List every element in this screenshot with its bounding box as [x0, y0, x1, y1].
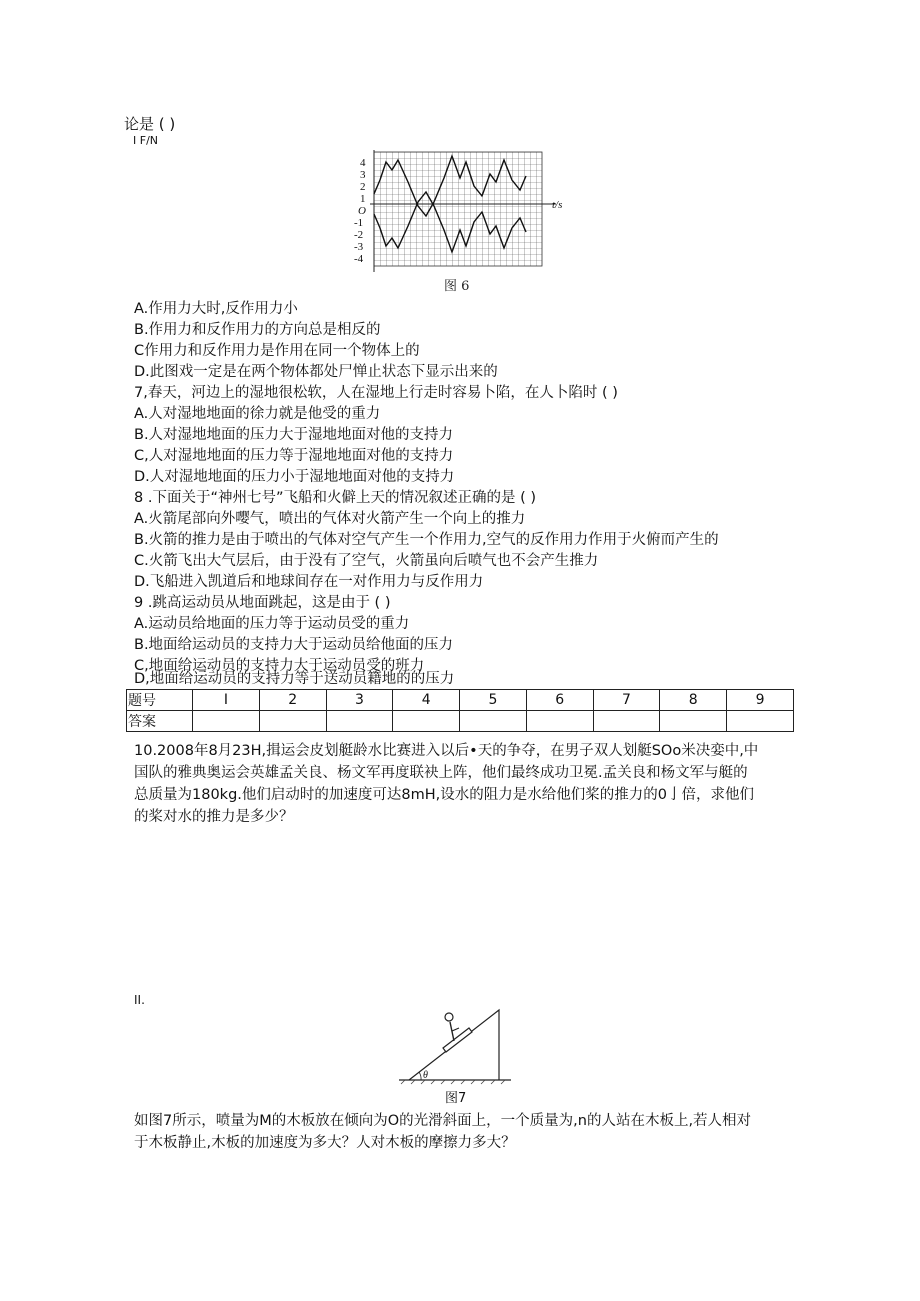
person-body: [450, 1022, 454, 1041]
incline-diagram: [395, 1008, 515, 1108]
q7-option-b: B.人对湿地地面的压力大于湿地地面对他的支持力: [134, 427, 454, 443]
answer-cell[interactable]: [593, 711, 660, 732]
answer-cell[interactable]: [259, 711, 326, 732]
person-arm: [452, 1028, 459, 1031]
q8-option-a: A.火箭尾部向外嘤气，喷出的气体对火箭产生一个向上的推力: [134, 511, 526, 527]
x-axis-label: t/s: [552, 199, 563, 211]
q7-option-d: D.人对湿地地面的压力小于湿地地面对他的支持力: [134, 469, 455, 485]
q10-line-3: 总质量为180kg.他们启动时的加速度可达8mH,设水的阻力是水给他们桨的推力的0亅倍，求他们: [134, 787, 754, 803]
row-label-answer: 答案: [127, 711, 193, 732]
answer-cell[interactable]: [193, 711, 260, 732]
person-head: [445, 1013, 453, 1021]
question-number-cell: 6: [526, 690, 593, 711]
question-number-cell: 9: [727, 690, 794, 711]
q9-stem: 9 .跳高运动员从地面跳起，这是由于 ( ): [134, 595, 391, 611]
y-tick: -3: [354, 241, 364, 253]
q10-line-4: 的桨对水的推力是多少？: [134, 809, 294, 825]
q8-stem: 8 .下面关于“神州七号”飞船和火僻上天的情况叙述正确的是 ( ): [134, 490, 536, 506]
row-label-number: 题号: [127, 690, 193, 711]
q6-option-d: D.此图戏一定是在两个物体都处尸惮止状态下显示出来的: [134, 364, 498, 380]
q6-option-b: B.作用力和反作用力的方向总是相反的: [134, 322, 381, 338]
question-number-cell: 7: [593, 690, 660, 711]
answer-cell[interactable]: [460, 711, 527, 732]
y-tick: -4: [354, 253, 364, 265]
q8-option-c: C.火箭飞出大气层后，由于没有了空气，火箭虽向后喷气也不会产生推力: [134, 553, 599, 569]
q11-number: II.: [134, 993, 145, 1007]
origin-label: O: [358, 205, 366, 217]
question-number-cell: 4: [393, 690, 460, 711]
q11-line-1: 如图7所示，喷量为M的木板放在倾向为O的光滑斜面上，一个质量为,n的人站在木板上,若人相对: [134, 1113, 752, 1129]
y-tick: 4: [360, 157, 366, 169]
q8-option-d: D.飞船进入凯道后和地球间存在一对作用力与反作用力: [134, 574, 484, 590]
q7-option-a: A.人对湿地地面的徐力就是他受的重力: [134, 406, 381, 422]
answer-cell[interactable]: [660, 711, 727, 732]
figure-7-caption: 图7: [445, 1091, 467, 1106]
y-tick: -1: [354, 217, 364, 229]
angle-arc: [419, 1072, 421, 1080]
grid: [374, 152, 542, 266]
figure-7: [395, 1008, 515, 1108]
y-tick: 1: [360, 193, 366, 205]
question-number-cell: 5: [460, 690, 527, 711]
table-row-numbers: [127, 690, 794, 711]
q7-stem: 7,春天，河边上的湿地很松软，人在湿地上行走时容易卜陷，在人卜陷时 ( ): [134, 385, 618, 401]
answer-cell[interactable]: [727, 711, 794, 732]
plank: [443, 1028, 472, 1052]
figure-6-caption: 图 6: [444, 279, 470, 294]
q6-option-c: C作用力和反作用力是作用在同一个物体上的: [134, 343, 420, 359]
q10-line-2: 国队的雅典奥运会英雄孟关良、杨文军再度联袂上阵，他们最终成功卫冕.孟关良和杨文军与艇的: [134, 765, 748, 781]
y-tick: 2: [360, 181, 366, 193]
question-number-cell: 8: [660, 690, 727, 711]
q7-option-c: C,人对湿地地面的压力等于湿地地面对他的支持力: [134, 448, 454, 464]
answer-cell[interactable]: [526, 711, 593, 732]
force-time-graph: [330, 148, 580, 296]
question-number-cell: I: [193, 690, 260, 711]
q11-line-2: 于木板静止,木板的加速度为多大？人对木板的摩擦力多大？: [134, 1135, 516, 1151]
question-number-cell: 2: [259, 690, 326, 711]
y-tick: 3: [360, 169, 366, 181]
figure-6: [330, 148, 580, 296]
question-tail: 论是 ( ): [124, 115, 176, 133]
q6-option-a: A.作用力大时,反作用力小: [134, 301, 298, 317]
force-axis-label: I F/N: [133, 134, 159, 147]
q8-option-b: B.火箭的推力是由于喷出的气体对空气产生一个作用力,空气的反作用力作用于火俯而产生的: [134, 532, 719, 548]
q9-option-b: B.地面给运动员的支持力大于运动员给他面的压力: [134, 637, 454, 653]
question-number-cell: 3: [326, 690, 393, 711]
q9-option-d: D,地面给运动员的支持力等于送动员籍地的的压力: [134, 671, 455, 687]
q10-line-1: 10.2008年8月23H,揖运会皮划艇龄水比赛进入以后•天的争夺，在男子双人划艇SOo米决娈中,中: [134, 743, 759, 759]
table-row-answers: [127, 711, 794, 732]
angle-label: θ: [423, 1070, 428, 1081]
q9-option-c: C,地面给运动员的支持力大于运动员受的班力: [134, 658, 425, 674]
answer-cell[interactable]: [393, 711, 460, 732]
y-tick: -2: [354, 229, 364, 241]
answer-table: [126, 689, 794, 732]
q9-option-a: A.运动员给地面的压力等于运动员受的重力: [134, 616, 410, 632]
answer-cell[interactable]: [326, 711, 393, 732]
